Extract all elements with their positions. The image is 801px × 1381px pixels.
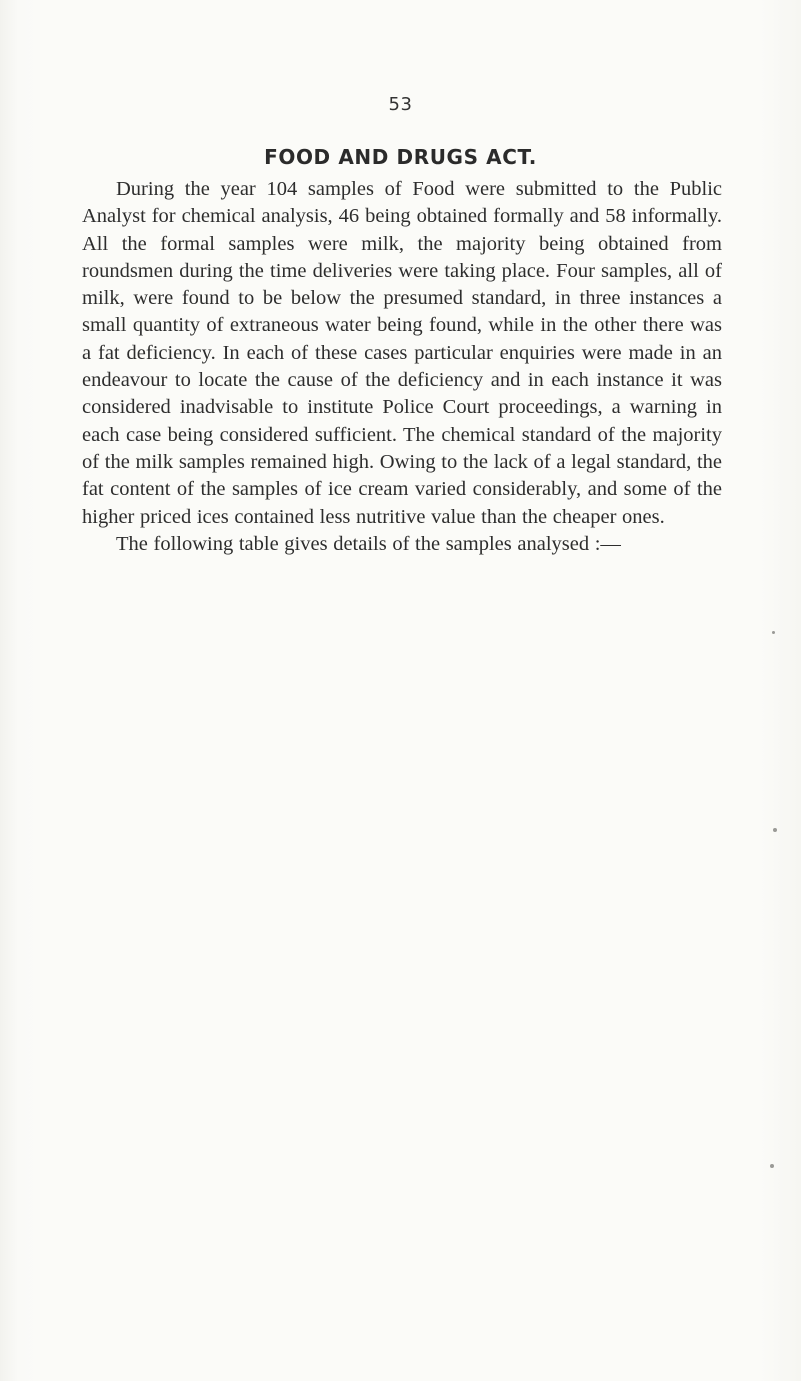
paper-speck — [770, 1164, 774, 1168]
page-number: 53 — [388, 94, 413, 115]
paragraph-main: During the year 104 samples of Food were submitted to the Public Analyst for chemical analysis, 46 being obtained formally and 58 informally. All the formal samples were milk, the majority being obtained from roundsmen during the time deliveries were taking place. Four samples, all of milk, were found to be below the presumed standard, in three instances a small quantity of extraneous water being found, while in the other there was a fat deficiency. In each of these cases particular enquiries were made in an endeavour to locate the cause of the deficiency and in each instance it was considered inadvisable to institute Police Court proceedings, a warning in each case being considered sufficient. The chemical standard of the majority of the milk samples remained high. Owing to the lack of a legal standard, the fat content of the samples of ice cream varied considerably, and some of the higher priced ices contained less nutritive value than the cheaper ones. — [82, 178, 722, 528]
body-text — [82, 176, 722, 558]
paragraph-table-intro: The following table gives details of the samples analysed :— — [116, 532, 621, 555]
paper-speck — [773, 828, 777, 832]
section-heading: FOOD AND DRUGS ACT. — [264, 145, 537, 169]
paper-speck — [772, 631, 775, 634]
